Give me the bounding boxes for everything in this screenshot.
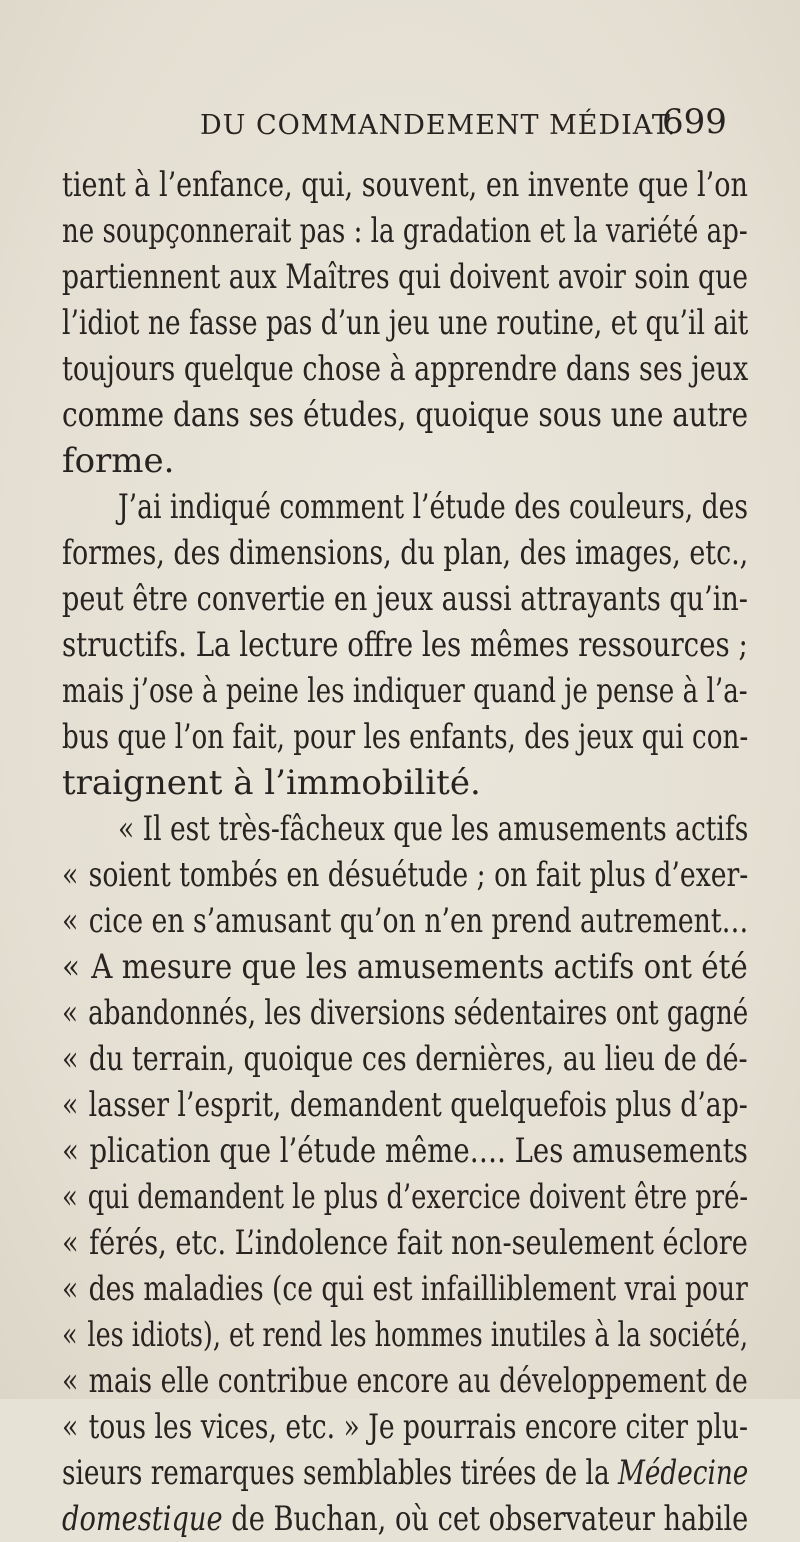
quote-mark: « <box>62 993 78 1033</box>
text-line <box>62 1496 748 1542</box>
text-line-part: de Buchan, où cet observateur habile <box>231 1499 749 1539</box>
quote-mark: « <box>62 1315 78 1355</box>
quote-mark: « <box>62 947 80 987</box>
quoted-line-text: soient tombés en désuétude ; on fait plus d’exer- <box>88 855 749 895</box>
quoted-line <box>62 990 748 1036</box>
quote-mark: « <box>62 1039 79 1079</box>
quoted-line-text: plication que l’étude même…. Les amusements <box>89 1131 748 1171</box>
quoted-line <box>62 1220 748 1266</box>
quoted-line-text: qui demandent le plus d’exercice doivent être pré- <box>87 1177 749 1217</box>
quoted-line-text: férés, etc. L’indolence fait non-seulement éclore <box>89 1223 748 1263</box>
quoted-line <box>62 1082 748 1128</box>
running-title: DU COMMANDEMENT MÉDIAT. <box>200 110 677 141</box>
text-line: structifs. La lecture offre les mêmes ressources ; <box>62 625 748 665</box>
quoted-line <box>62 944 748 990</box>
page-number: 699 <box>662 102 727 142</box>
quote-mark: « <box>62 1269 79 1309</box>
quote-mark: « <box>62 1407 79 1447</box>
quoted-line-text: mais elle contribue encore au développement de <box>88 1361 748 1401</box>
italic-title: Médecine <box>617 1453 749 1493</box>
text-line: toujours quelque chose à apprendre dans ses jeux <box>62 349 749 389</box>
text-line: traignent à l’immobilité. <box>62 763 481 803</box>
italic-title: domestique <box>62 1499 223 1539</box>
quoted-line-text: abandonnés, les diversions sédentaires ont gagné <box>88 993 749 1033</box>
quote-mark: « <box>62 1131 79 1171</box>
text-line: J’ai indiqué comment l’étude des couleurs, des <box>118 487 748 527</box>
quoted-line <box>62 1404 748 1450</box>
quoted-line-text: lasser l’esprit, demandent quelquefois plus d’ap- <box>88 1085 748 1125</box>
text-line: mais j’ose à peine les indiquer quand je pense à l’a- <box>62 671 748 711</box>
text-line: partiennent aux Maîtres qui doivent avoir soin que <box>62 257 748 297</box>
quoted-line <box>62 1266 748 1312</box>
quoted-line <box>62 898 748 944</box>
running-head <box>0 102 800 142</box>
text-line: comme dans ses études, quoique sous une autre <box>62 395 749 435</box>
text-line <box>62 1450 748 1496</box>
text-line: peut être convertie en jeux aussi attrayants qu’in- <box>62 579 748 619</box>
quoted-line-text: des maladies (ce qui est infailliblement vrai pour <box>88 1269 748 1309</box>
text-line: « Il est très-fâcheux que les amusements actifs <box>118 809 749 849</box>
text-line: ne soupçonnerait pas : la gradation et la variété ap- <box>62 211 748 251</box>
quote-mark: « <box>62 1223 79 1263</box>
quoted-line-text: du terrain, quoique ces dernières, au lieu de dé- <box>88 1039 748 1079</box>
quote-mark: « <box>62 901 79 941</box>
text-line: l’idiot ne fasse pas d’un jeu une routine, et qu’il ait <box>62 303 749 343</box>
quote-mark: « <box>62 1361 79 1401</box>
quoted-line-text: les idiots), et rend les hommes inutiles à la société, <box>87 1315 749 1355</box>
quoted-line <box>62 1036 748 1082</box>
quote-mark: « <box>62 1085 79 1125</box>
quote-mark: « <box>62 855 79 895</box>
text-line: formes, des dimensions, du plan, des images, etc., <box>62 533 749 573</box>
quote-mark: « <box>62 1177 78 1217</box>
quoted-line <box>62 1128 748 1174</box>
quoted-line-text: tous les vices, etc. » Je pourrais encore citer plu- <box>88 1407 748 1447</box>
quoted-line <box>62 1312 748 1358</box>
quoted-line <box>62 1358 748 1404</box>
text-line: forme. <box>62 441 175 481</box>
quoted-line <box>62 1174 748 1220</box>
quoted-line-text: A mesure que les amusements actifs ont été <box>91 947 748 987</box>
quoted-line <box>62 852 748 898</box>
text-line: bus que l’on fait, pour les enfants, des jeux qui con- <box>62 717 749 757</box>
quoted-line-text: cice en s’amusant qu’on n’en prend autrement… <box>88 901 749 941</box>
text-line: tient à l’enfance, qui, souvent, en invente que l’on <box>62 165 748 205</box>
text-line-part: sieurs remarques semblables tirées de la <box>62 1453 610 1493</box>
